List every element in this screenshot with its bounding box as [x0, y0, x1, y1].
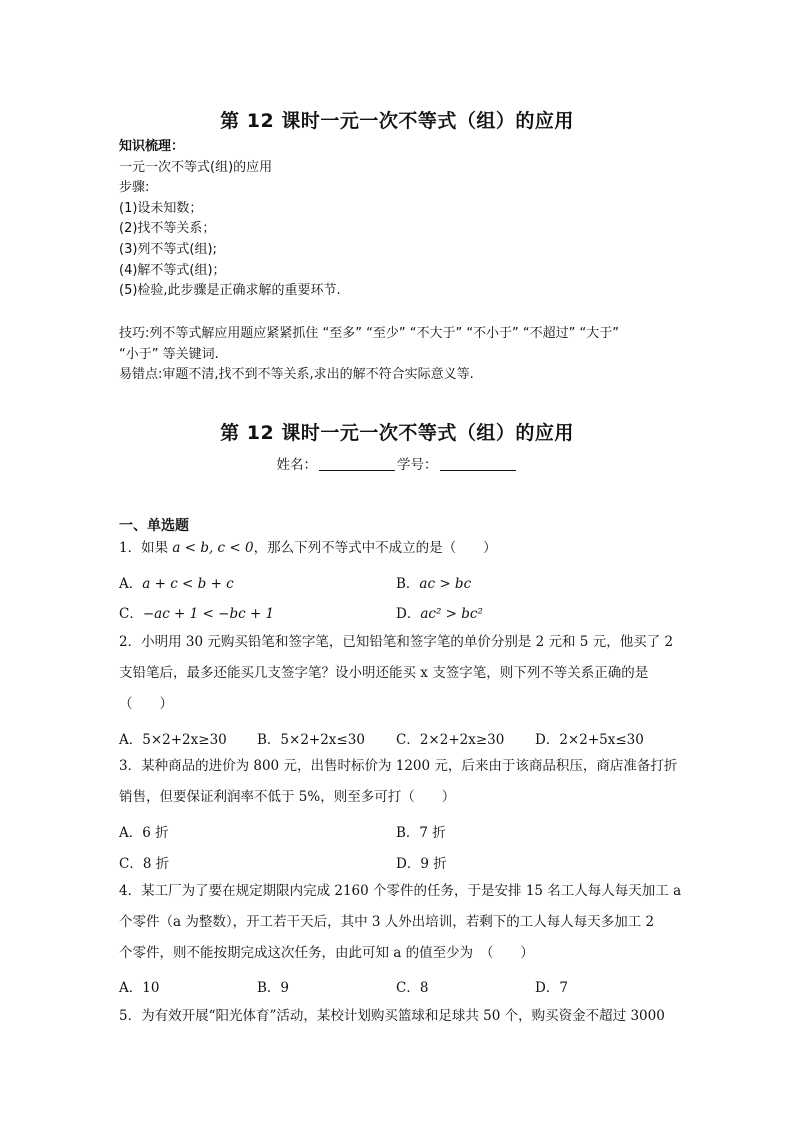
- question-2-stem: [119, 627, 679, 720]
- knowledge-line: 步骤:: [119, 180, 150, 196]
- tip-line: 技巧:列不等式解应用题应紧紧抓住 “至多” “至少” “不大于” “不小于” “不超过” “大于”: [119, 326, 619, 341]
- tips-section: [119, 324, 699, 386]
- q1-number-text: 1．如果: [119, 540, 169, 556]
- q4-line: 个零件，则不能按期完成这次任务，由此可知 a 的值至少为 （ ）: [119, 945, 534, 961]
- option-label: D．: [396, 606, 421, 622]
- question-1-options-row: [119, 572, 679, 596]
- question-5-stem: [119, 1001, 679, 1032]
- option-c[interactable]: [119, 602, 274, 622]
- q2-line: （ ）: [119, 696, 173, 712]
- knowledge-line: (2)找不等关系；: [119, 221, 216, 237]
- option-c[interactable]: C．8 折: [119, 856, 170, 872]
- option-b[interactable]: B．5×2+2x≤30: [257, 732, 365, 748]
- error-line: 易错点:审题不清,找不到不等关系,求出的解不符合实际意义等.: [119, 367, 474, 383]
- option-b[interactable]: [396, 572, 471, 592]
- option-d[interactable]: D．7: [535, 980, 568, 996]
- option-label: A．: [119, 576, 143, 592]
- option-a[interactable]: A．6 折: [119, 825, 169, 841]
- tip-line: “小于” 等关键词.: [119, 346, 219, 362]
- name-id-row: [0, 453, 794, 473]
- option-label: B．: [396, 576, 420, 592]
- option-d[interactable]: D．2×2+5x≤30: [535, 732, 644, 748]
- knowledge-line: (4)解不等式(组)；: [119, 262, 226, 278]
- q1-condition-math: a < b, c < 0: [172, 540, 254, 556]
- option-a[interactable]: A．10: [119, 980, 160, 996]
- knowledge-heading: 知识梳理：: [119, 139, 185, 154]
- option-a[interactable]: [119, 572, 234, 592]
- option-b[interactable]: B．9: [257, 980, 290, 996]
- name-blank[interactable]: [319, 456, 395, 471]
- option-d[interactable]: D．9 折: [396, 856, 447, 872]
- question-1-stem: [119, 533, 679, 564]
- option-c[interactable]: C．8: [396, 980, 429, 996]
- page-title: 第 12 课时一元一次不等式（组）的应用: [220, 110, 574, 132]
- question-3-stem: [119, 751, 679, 813]
- name-label: 姓名：: [276, 457, 317, 473]
- worksheet-title: 第 12 课时一元一次不等式（组）的应用: [220, 422, 574, 444]
- section-heading: 一、单选题: [119, 518, 189, 534]
- question-3-options-row: [119, 852, 679, 876]
- id-label: 学号：: [397, 457, 438, 473]
- question-3-options-row: [119, 821, 679, 845]
- option-a[interactable]: A．5×2+2x≥30: [119, 732, 227, 748]
- q3-line: 销售，但要保证利润率不低于 5%，则至多可打（ ）: [119, 789, 456, 805]
- q2-line: 2．小明用 30 元购买铅笔和签字笔，已知铅笔和签字笔的单价分别是 2 元和 5 元，他买了 2: [119, 634, 674, 650]
- option-math: a + c < b + c: [142, 576, 234, 592]
- id-blank[interactable]: [440, 456, 516, 471]
- q5-line: 5．为有效开展“阳光体育”活动，某校计划购买篮球和足球共 50 个，购买资金不超过 3000: [119, 1008, 665, 1024]
- option-math: −ac + 1 < −bc + 1: [142, 606, 275, 622]
- question-2-options-row: [119, 728, 679, 752]
- q4-line: 个零件（a 为整数），开工若干天后，其中 3 人外出培训，若剩下的工人每人每天多加工 2: [119, 914, 655, 930]
- knowledge-line: (3)列不等式(组);: [119, 241, 217, 257]
- q3-line: 3．某种商品的进价为 800 元，出售时标价为 1200 元，后来由于该商品积压，商店准备打折: [119, 758, 678, 774]
- knowledge-line: 一元一次不等式(组)的应用: [119, 159, 273, 175]
- option-c[interactable]: C．2×2+2x≥30: [396, 732, 505, 748]
- option-math: ac² > bc²: [420, 606, 483, 622]
- q4-line: 4．某工厂为了要在规定期限内完成 2160 个零件的任务，于是安排 15 名工人每人每天加工 a: [119, 883, 682, 899]
- q1-stem-text: ，那么下列不等式中不成立的是（ ）: [253, 540, 497, 556]
- question-4-options-row: [119, 976, 679, 1000]
- option-label: C．: [119, 606, 143, 622]
- question-1-options-row: [119, 602, 679, 626]
- option-b[interactable]: B．7 折: [396, 825, 446, 841]
- knowledge-section: [119, 137, 699, 302]
- q2-line: 支铅笔后，最多还能买几支签字笔？设小明还能买 x 支签字笔，则下列不等关系正确的是: [119, 665, 649, 681]
- option-d[interactable]: [396, 602, 483, 622]
- knowledge-line: (1)设未知数；: [119, 200, 203, 216]
- question-4-stem: [119, 876, 682, 969]
- knowledge-line: (5)检验,此步骤是正确求解的重要环节.: [119, 283, 341, 299]
- option-math: ac > bc: [419, 576, 472, 592]
